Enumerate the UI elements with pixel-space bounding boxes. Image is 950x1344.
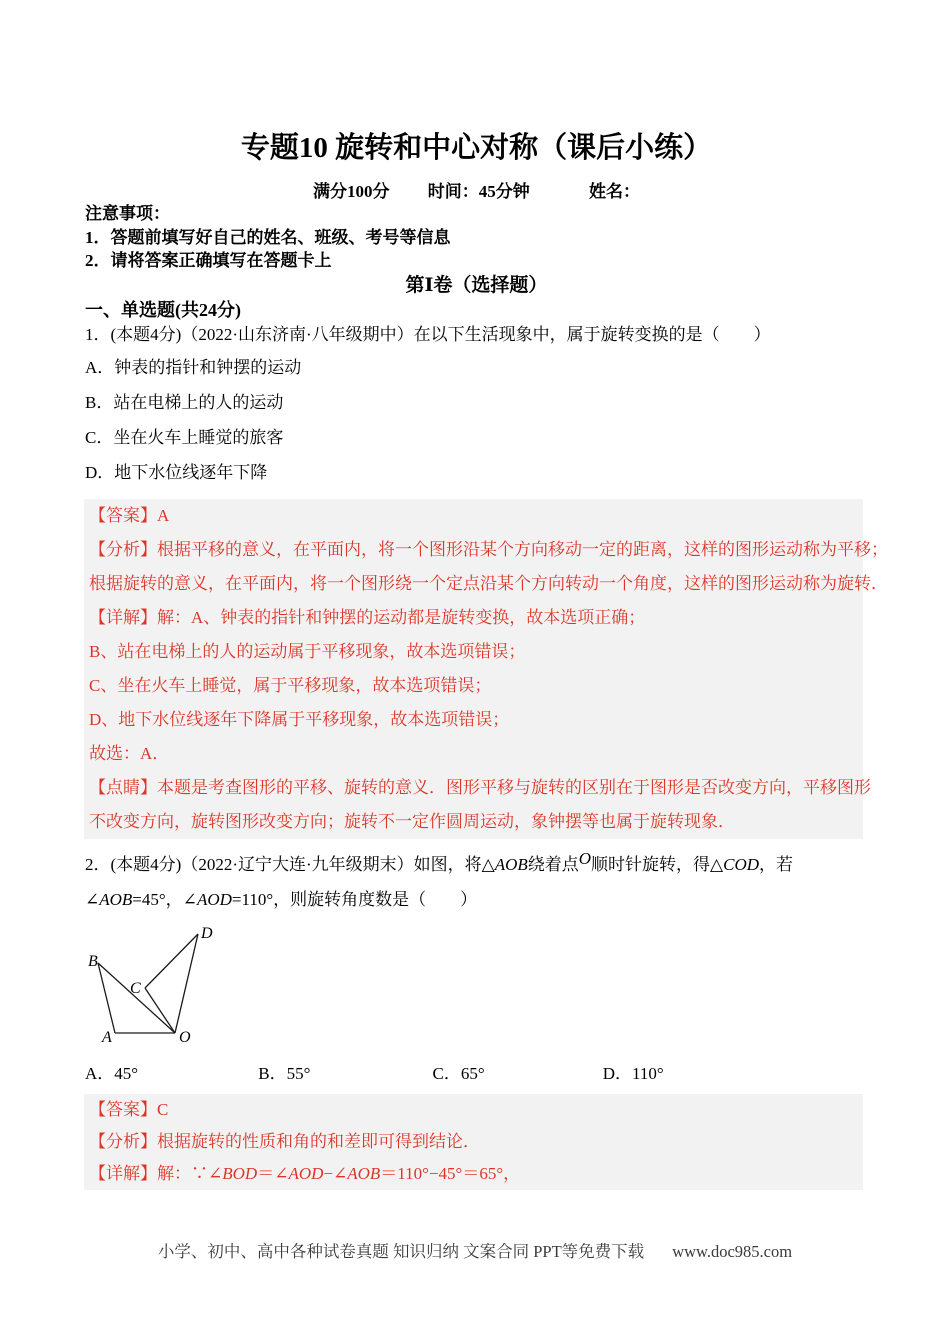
notice-item-1: 1．答题前填写好自己的姓名、班级、考号等信息 [85,227,451,247]
answer-line: 【答案】C [89,1099,169,1119]
exam-meta-row [85,181,868,202]
answer-line: 根据旋转的意义，在平面内，将一个图形绕一个定点沿某个方向转动一个角度，这样的图形运动称为旋转． [89,573,888,593]
answer-line: 【分析】根据旋转的性质和角的和差即可得到结论． [89,1131,480,1151]
answer-line: 【详解】解：A、钟表的指针和钟摆的运动都是旋转变换，故本选项正确； [89,607,646,627]
question2-stem-line-1: 2．(本题4分)（2022·辽宁大连·九年级期末）如图，将△AOB绕着点O顺时针旋转，得△COD，若 [85,848,794,874]
full-score-label: 满分100分 [313,182,390,201]
footer-site-url: www.doc985.com [672,1242,793,1261]
notice-heading: 注意事项： [85,204,170,223]
figure-line-BA [98,963,115,1033]
section-heading: 一、单选题(共24分) [85,299,241,320]
time-label: 时间：45分钟 [427,182,530,201]
page-footer [0,1242,950,1262]
question1-options [85,350,868,490]
page-title: 专题10 旋转和中心对称（课后小练） [240,132,713,164]
question2-option-a: A．45° [85,1063,139,1083]
answer-line: B、站在电梯上的人的运动属于平移现象，故本选项错误； [89,641,526,661]
figure-line-BO [98,963,175,1033]
question1-answer-block [84,499,888,839]
question2-stem [85,847,868,917]
figure-label-a: A [102,1028,112,1046]
geometry-figure [85,921,265,1056]
answer-line: 故选：A． [89,743,170,763]
question1-option-b: B．站在电梯上的人的运动 [85,392,284,412]
answer-line: 【点睛】本题是考查图形的平移、旋转的意义．图形平移与旋转的区别在于图形是否改变方向，平移图形 [89,777,871,797]
question1-option-c: C．坐在火车上睡觉的旅客 [85,427,284,447]
figure-label-b: B [88,952,98,970]
question2-option-d: D．110° [602,1063,664,1083]
figure-label-d: D [201,924,213,942]
question2-answer-block [84,1094,863,1190]
figure-label-o: O [179,1028,191,1046]
volume-heading: 第Ⅰ卷（选择题） [405,274,548,296]
figure-label-c: C [130,979,141,997]
question2-option-b: B．55° [258,1063,311,1083]
question2-options [85,1056,868,1091]
figure-line-DO [175,934,198,1033]
figure-line-CD [145,934,198,988]
question2-option-c: C．65° [432,1063,485,1083]
question2-stem-line-2: ∠AOB=45°，∠AOD=110°，则旋转角度数是（ ） [85,889,478,909]
answer-line-math: 【详解】解：∵∠BOD＝∠AOD−∠AOB＝110°−45°＝65°， [89,1163,521,1183]
question1-option-a: A．钟表的指针和钟摆的运动 [85,357,302,377]
notice-item-2: 2．请将答案正确填写在答题卡上 [85,251,332,270]
answer-line: C、坐在火车上睡觉，属于平移现象，故本选项错误； [89,675,492,695]
name-label: 姓名： [589,182,640,201]
answer-line: 【答案】A [89,505,170,525]
answer-line: D、地下水位线逐年下降属于平移现象，故本选项错误； [89,709,510,729]
question1-stem: 1．(本题4分)（2022·山东济南·八年级期中）在以下生活现象中，属于旋转变换的是（ ） [85,324,771,344]
question1-option-d: D．地下水位线逐年下降 [85,462,268,482]
footer-text: 小学、初中、高中各种试卷真题 知识归纳 文案合同 PPT等免费下载 [157,1242,645,1261]
question2-figure-wrap [85,921,868,1056]
answer-line: 【分析】根据平移的意义，在平面内，将一个图形沿某个方向移动一定的距离，这样的图形运动称为平移； [89,539,888,559]
answer-line: 不改变方向，旋转图形改变方向；旋转不一定作圆周运动，象钟摆等也属于旋转现象． [89,811,735,831]
